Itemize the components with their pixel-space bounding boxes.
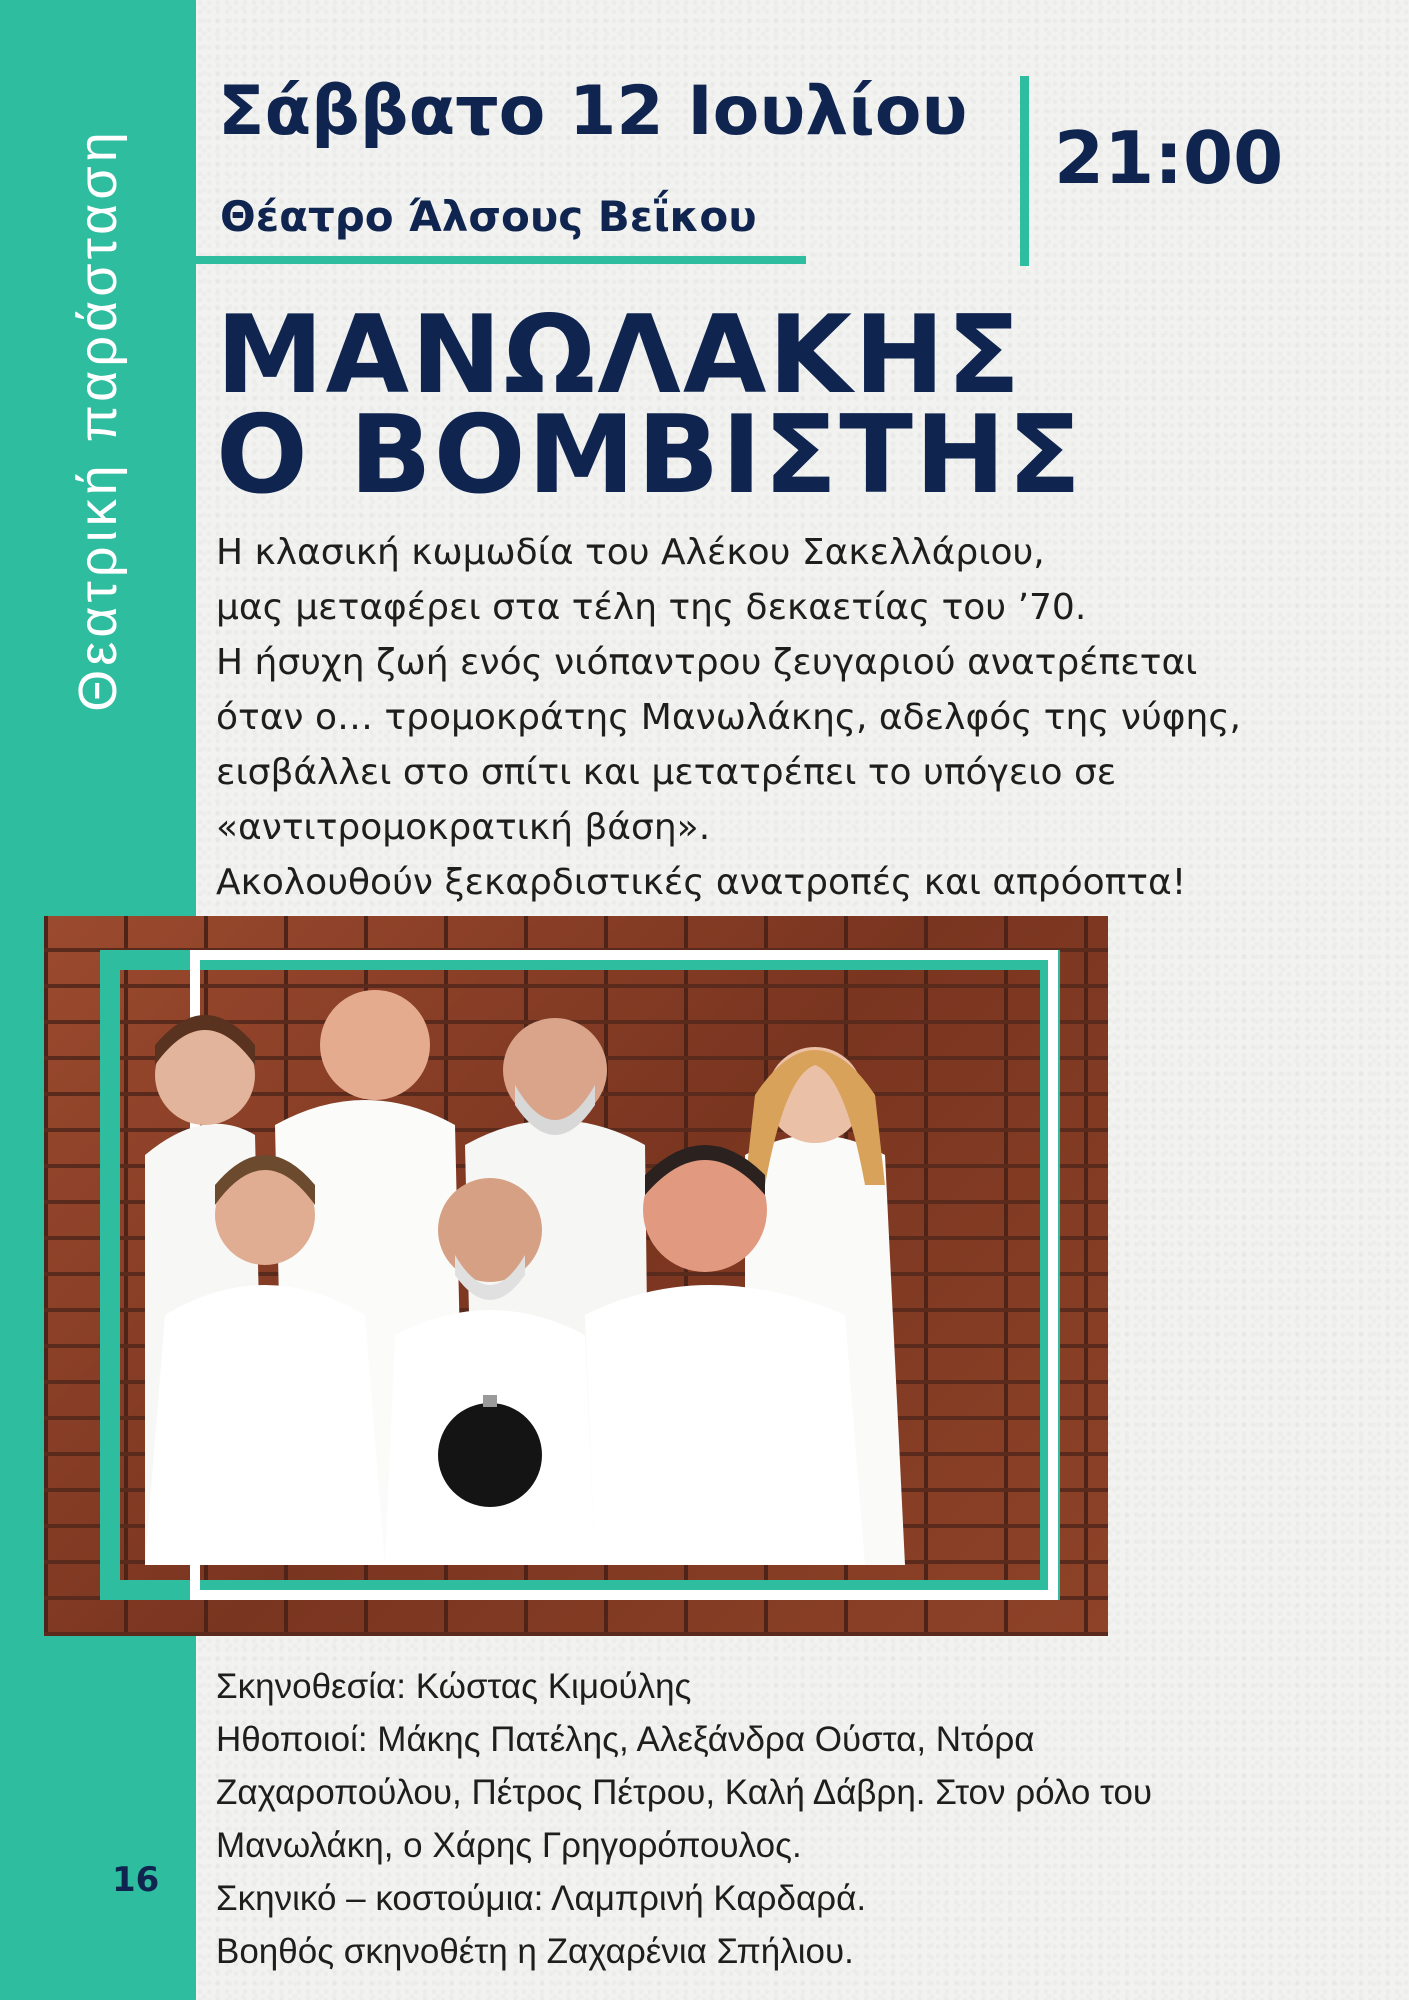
cast-photo: [145, 985, 1005, 1565]
description-line: «αντιτρομοκρατική βάση».: [216, 807, 711, 848]
description-line: Η κλασική κωμωδία του Αλέκου Σακελλάριου,: [216, 532, 1045, 573]
play-description: [216, 525, 1336, 910]
time-divider: [1020, 76, 1029, 266]
description-line: μας μεταφέρει στα τέλη της δεκαετίας του ’70.: [216, 587, 1087, 628]
bomb-prop: [438, 1403, 542, 1507]
event-time: 21:00: [1054, 116, 1284, 200]
cast-member-face: [320, 990, 430, 1100]
category-label: Θεατρική παράσταση: [68, 128, 128, 712]
event-venue: Θέατρο Άλσους Βεΐκου: [220, 192, 757, 241]
play-title-line-2: Ο ΒΟΜΒΙΣΤΗΣ: [216, 393, 1084, 518]
play-title: [216, 293, 1084, 518]
cast-member: [145, 1285, 385, 1565]
credits-line: Ζαχαροπούλου, Πέτρος Πέτρου, Καλή Δάβρη. Στον ρόλο του: [216, 1773, 1153, 1812]
credits: [216, 1660, 1366, 1978]
credits-line: Μανωλάκη, ο Χάρης Γρηγορόπουλος.: [216, 1826, 802, 1865]
venue-underline: [196, 256, 806, 264]
credits-line: Βοηθός σκηνοθέτη η Ζαχαρένια Σπήλιου.: [216, 1932, 854, 1971]
credits-line: Σκηνοθεσία: Κώστας Κιμούλης: [216, 1667, 692, 1706]
description-line: Η ήσυχη ζωή ενός νιόπαντρου ζευγαριού ανατρέπεται: [216, 642, 1198, 683]
event-date: Σάββατο 12 Ιουλίου: [218, 72, 968, 151]
cast-member-face: [438, 1178, 542, 1282]
credits-line: Σκηνικό – κοστούμια: Λαμπρινή Καρδαρά.: [216, 1879, 867, 1918]
play-title-line-1: ΜΑΝΩΛΑΚΗΣ: [216, 293, 1023, 418]
cast-member: [585, 1285, 865, 1565]
page-number: 16: [112, 1860, 160, 1900]
description-line: εισβάλλει στο σπίτι και μετατρέπει το υπόγειο σε: [216, 752, 1117, 793]
credits-line: Ηθοποιοί: Μάκης Πατέλης, Αλεξάνδρα Ούστα, Ντόρα: [216, 1720, 1035, 1759]
description-line: Ακολουθούν ξεκαρδιστικές ανατροπές και απρόοπτα!: [216, 862, 1187, 903]
description-line: όταν ο… τρομοκράτης Μανωλάκης, αδελφός της νύφης,: [216, 697, 1241, 738]
